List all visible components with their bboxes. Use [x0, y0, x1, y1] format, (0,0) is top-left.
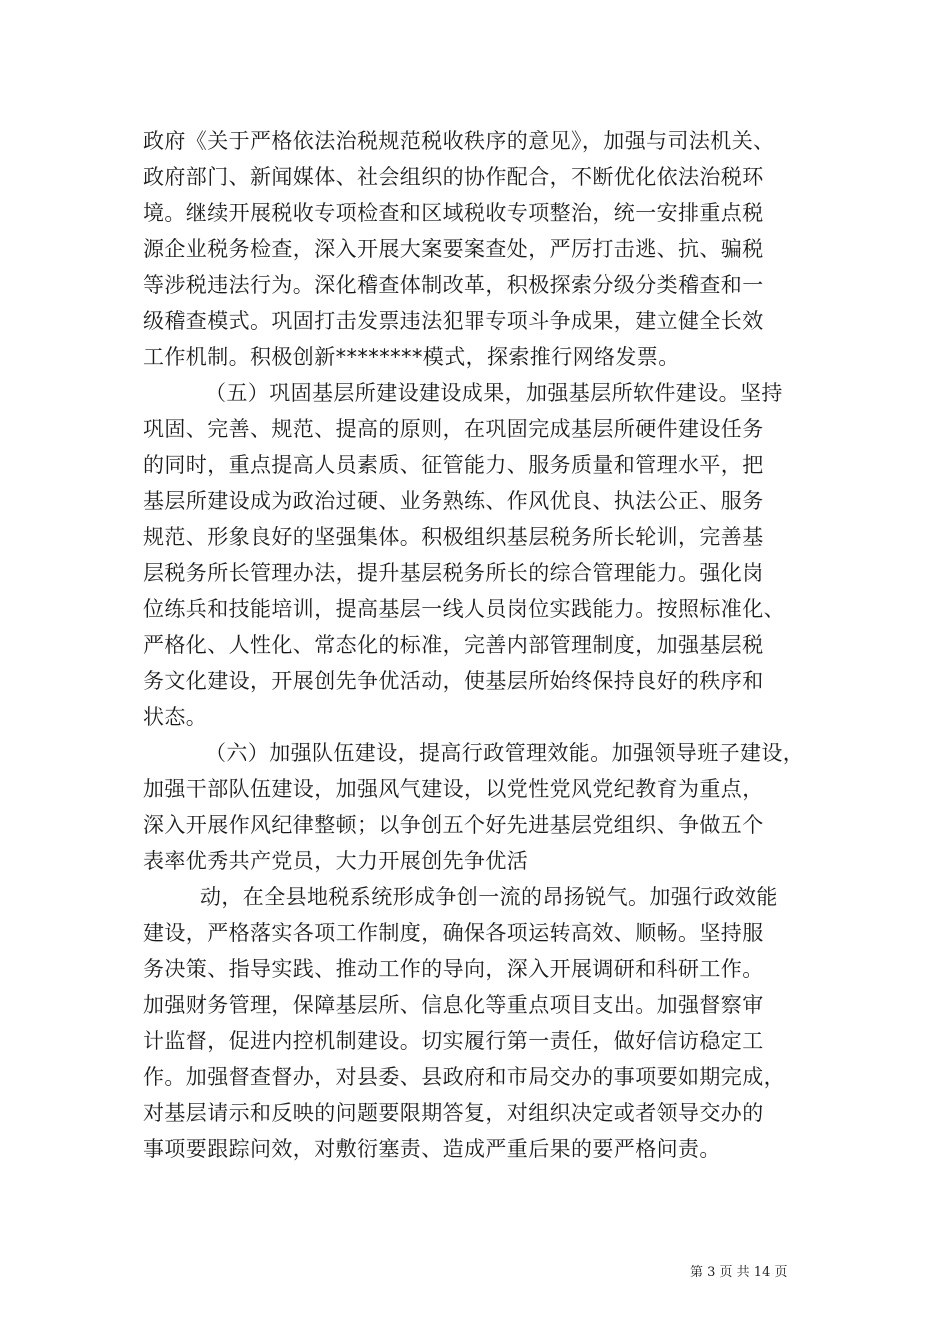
body-text-line: 政府《关于严格依法治税规范税收秩序的意见》，加强与司法机关、 — [143, 129, 775, 153]
body-text-line: 位练兵和技能培训，提高基层一线人员岗位实践能力。按照标准化、 — [143, 597, 785, 621]
section-heading-line: （六）加强队伍建设，提高行政管理效能。加强领导班子建设， — [205, 741, 805, 765]
body-text-line: 巩固、完善、规范、提高的原则，在巩固完成基层所硬件建设任务 — [143, 417, 764, 441]
body-text-line: 境。继续开展税收专项检查和区域税收专项整治，统一安排重点税 — [143, 201, 764, 225]
body-text-line: 作。加强督查督办，对县委、县政府和市局交办的事项要如期完成， — [143, 1065, 785, 1089]
body-text-line: 深入开展作风纪律整顿；以争创五个好先进基层党组织、争做五个 — [143, 813, 764, 837]
body-text-line: 规范、形象良好的坚强集体。积极组织基层税务所长轮训，完善基 — [143, 525, 764, 549]
body-text-line: 表率优秀共产党员，大力开展创先争优活 — [143, 849, 529, 873]
body-text-line: 等涉税违法行为。深化稽查体制改革，积极探索分级分类稽查和一 — [143, 273, 764, 297]
body-text-line: 加强干部队伍建设，加强风气建设，以党性党风党纪教育为重点， — [143, 777, 764, 801]
body-text-line: 严格化、人性化、常态化的标准，完善内部管理制度，加强基层税 — [143, 633, 764, 657]
body-text-line: 事项要跟踪问效，对敷衍塞责、造成严重后果的要严格问责。 — [143, 1137, 721, 1161]
section-heading-line: （五）巩固基层所建设建设成果，加强基层所软件建设。坚持 — [205, 381, 783, 405]
body-text-line: 务文化建设，开展创先争优活动，使基层所始终保持良好的秩序和 — [143, 669, 764, 693]
body-text-line: 计监督，促进内控机制建设。切实履行第一责任，做好信访稳定工 — [143, 1029, 764, 1053]
body-text-line: 建设，严格落实各项工作制度，确保各项运转高效、顺畅。坚持服 — [143, 921, 764, 945]
body-text-line: 加强财务管理，保障基层所、信息化等重点项目支出。加强督察审 — [143, 993, 764, 1017]
body-text-line: 状态。 — [143, 705, 208, 729]
body-text-line: 源企业税务检查，深入开展大案要案查处，严厉打击逃、抗、骗税 — [143, 237, 764, 261]
body-text-line: 层税务所长管理办法，提升基层税务所长的综合管理能力。强化岗 — [143, 561, 764, 585]
body-text-line: 动，在全县地税系统形成争创一流的昂扬锐气。加强行政效能 — [200, 885, 778, 909]
page-number-footer: 第 3 页 共 14 页 — [690, 1265, 788, 1280]
body-text-line: 政府部门、新闻媒体、社会组织的协作配合，不断优化依法治税环 — [143, 165, 764, 189]
body-text-line: 务决策、指导实践、推动工作的导向，深入开展调研和科研工作。 — [143, 957, 764, 981]
body-text-line: 级稽查模式。巩固打击发票违法犯罪专项斗争成果，建立健全长效 — [143, 309, 764, 333]
body-text-line: 对基层请示和反映的问题要限期答复，对组织决定或者领导交办的 — [143, 1101, 764, 1125]
body-text-line: 的同时，重点提高人员素质、征管能力、服务质量和管理水平，把 — [143, 453, 764, 477]
body-text-line: 基层所建设成为政治过硬、业务熟练、作风优良、执法公正、服务 — [143, 489, 764, 513]
body-text-line: 工作机制。积极创新********模式，探索推行网络发票。 — [143, 345, 680, 369]
